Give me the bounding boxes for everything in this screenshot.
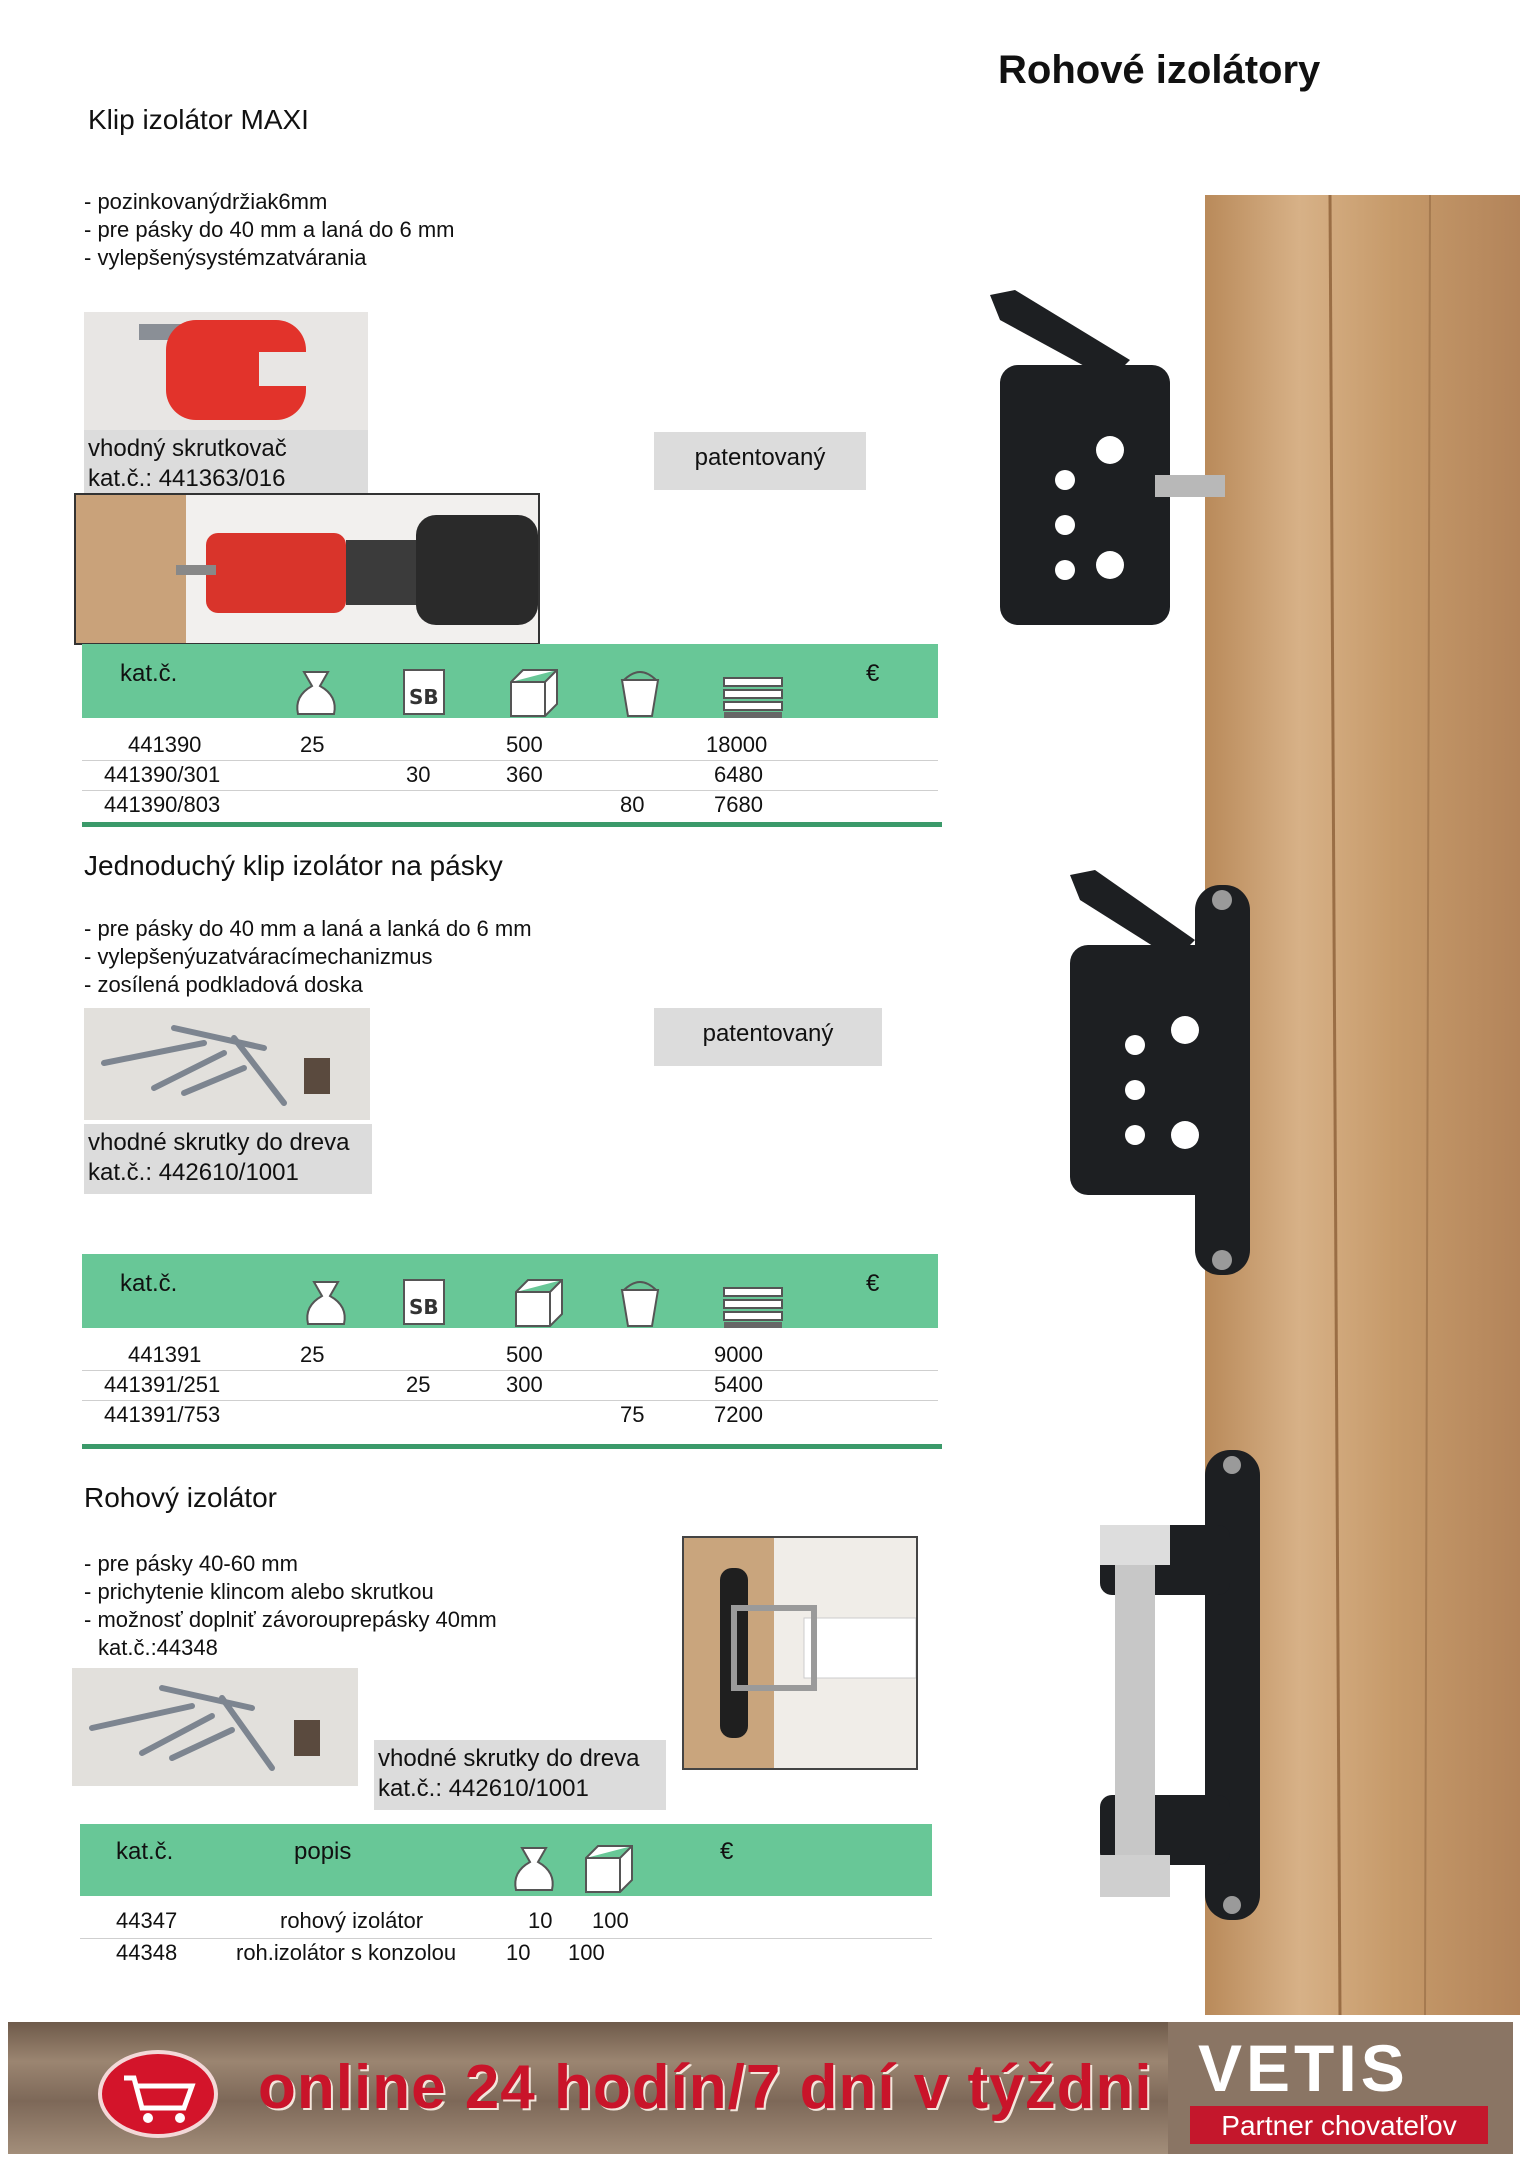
catalog-number: 44348 bbox=[116, 1940, 178, 1965]
price-column-header: € bbox=[866, 660, 880, 687]
screws-catalog-number: kat.č.: 442610/1001 bbox=[88, 1159, 299, 1186]
online-shop-banner[interactable] bbox=[8, 2022, 1168, 2154]
bag-icon bbox=[290, 666, 342, 718]
patent-badge: patentovaný bbox=[654, 1008, 882, 1066]
shopping-cart-icon bbox=[98, 2050, 218, 2138]
qty-bag: 25 bbox=[300, 732, 325, 757]
qty-pallet: 6480 bbox=[714, 762, 763, 787]
qty-pallet: 7680 bbox=[714, 792, 763, 817]
feature-list bbox=[84, 915, 532, 999]
price-column-header: € bbox=[720, 1838, 734, 1865]
screws-info-box bbox=[84, 1124, 372, 1194]
qty-pallet: 5400 bbox=[714, 1372, 763, 1397]
brand-tagline: Partner chovateľov bbox=[1221, 2110, 1457, 2141]
product-table bbox=[82, 730, 938, 820]
qty-sb: 25 bbox=[406, 1372, 431, 1397]
table-row bbox=[82, 1340, 938, 1368]
catalog-column-header: kat.č. bbox=[120, 660, 178, 687]
screws-info-box bbox=[374, 1740, 666, 1810]
red-clip-photo bbox=[84, 312, 368, 430]
table-row bbox=[82, 762, 938, 790]
table-header bbox=[82, 644, 938, 718]
product-table bbox=[80, 1906, 932, 1970]
box-icon bbox=[512, 1276, 566, 1328]
catalog-column-header: kat.č. bbox=[120, 1270, 178, 1297]
table-row bbox=[82, 1372, 938, 1400]
qty-pallet: 7200 bbox=[714, 1402, 763, 1427]
product-description: roh.izolátor s konzolou bbox=[236, 1940, 457, 1965]
table-header bbox=[80, 1824, 932, 1896]
product-description: rohový izolátor bbox=[280, 1908, 424, 1933]
feature-list bbox=[84, 188, 455, 272]
screws-catalog-number: kat.č.: 442610/1001 bbox=[378, 1775, 589, 1802]
qty-pallet: 9000 bbox=[714, 1342, 763, 1367]
section-title-corner-insulator: Rohový izolátor bbox=[84, 1482, 277, 1513]
table-row bbox=[82, 792, 938, 820]
catalog-number: 441391/251 bbox=[104, 1372, 221, 1397]
product-table bbox=[82, 1340, 938, 1430]
bag-icon bbox=[508, 1842, 560, 1894]
vetis-logo[interactable] bbox=[1168, 2022, 1513, 2154]
drill-photo bbox=[74, 493, 540, 645]
screws-info-label: vhodné skrutky do dreva bbox=[378, 1745, 640, 1772]
table-row bbox=[80, 1940, 932, 1968]
qty-bag: 10 bbox=[528, 1908, 553, 1933]
feature-item: - vylepšenýsystémzatvárania bbox=[84, 245, 367, 270]
table-row bbox=[82, 730, 938, 758]
catalog-number: 441391/753 bbox=[104, 1402, 221, 1427]
table-row bbox=[82, 1402, 938, 1430]
qty-box: 500 bbox=[506, 1342, 543, 1367]
pallet-icon bbox=[722, 676, 784, 720]
corner-insulator-photo bbox=[682, 1536, 918, 1770]
feature-item: kat.č.:44348 bbox=[98, 1635, 218, 1660]
price-column-header: € bbox=[866, 1270, 880, 1297]
feature-item: - pre pásky 40-60 mm bbox=[84, 1551, 298, 1576]
section-title-simple-clip: Jednoduchý klip izolátor na pásky bbox=[84, 850, 503, 881]
qty-bag: 25 bbox=[300, 1342, 325, 1367]
screws-photo bbox=[84, 1008, 370, 1120]
screws-info-label: vhodné skrutky do dreva bbox=[88, 1129, 350, 1156]
qty-box: 100 bbox=[568, 1940, 605, 1965]
page-title: Rohové izolátory bbox=[998, 48, 1321, 92]
brand-tagline-bar bbox=[1190, 2106, 1488, 2144]
sb-package-icon bbox=[400, 666, 448, 718]
qty-box: 360 bbox=[506, 762, 543, 787]
bucket-icon bbox=[616, 1276, 664, 1328]
sb-package-icon bbox=[400, 1276, 448, 1328]
box-icon bbox=[582, 1842, 636, 1894]
section-title-klip-maxi: Klip izolátor MAXI bbox=[88, 104, 309, 135]
svg-text:SB: SB bbox=[409, 1295, 439, 1319]
brand-name: VETIS bbox=[1198, 2031, 1409, 2105]
qty-bucket: 80 bbox=[620, 792, 645, 817]
bag-icon bbox=[300, 1276, 352, 1328]
tool-info-label: vhodný skrutkovač bbox=[88, 435, 287, 462]
bucket-icon bbox=[616, 666, 664, 718]
feature-list bbox=[84, 1550, 497, 1662]
screws-photo bbox=[72, 1668, 358, 1786]
qty-box: 300 bbox=[506, 1372, 543, 1397]
feature-item: - prichytenie klincom alebo skrutkou bbox=[84, 1579, 434, 1604]
tool-info-box bbox=[84, 430, 368, 500]
catalog-number: 441390 bbox=[128, 732, 202, 757]
patent-badge: patentovaný bbox=[654, 432, 866, 490]
feature-item: - zosílená podkladová doska bbox=[84, 972, 363, 997]
qty-bucket: 75 bbox=[620, 1402, 645, 1427]
feature-item: - možnosť doplniť závorouprepásky 40mm bbox=[84, 1607, 497, 1632]
catalog-column-header: kat.č. bbox=[116, 1838, 174, 1865]
table-header bbox=[82, 1254, 938, 1328]
catalog-number: 44347 bbox=[116, 1908, 178, 1933]
tool-catalog-number: kat.č.: 441363/016 bbox=[88, 465, 286, 492]
table-bottom-rule bbox=[82, 822, 942, 827]
catalog-number: 441390/803 bbox=[104, 792, 221, 817]
qty-bag: 10 bbox=[506, 1940, 531, 1965]
table-row bbox=[80, 1906, 932, 1934]
catalog-number: 441391 bbox=[128, 1342, 202, 1367]
catalog-number: 441390/301 bbox=[104, 762, 221, 787]
box-icon bbox=[507, 666, 561, 718]
svg-text:SB: SB bbox=[409, 685, 439, 709]
qty-box: 100 bbox=[592, 1908, 629, 1933]
description-column-header: popis bbox=[294, 1838, 352, 1865]
qty-pallet: 18000 bbox=[706, 732, 768, 757]
feature-item: - pre pásky do 40 mm a laná a lanká do 6 mm bbox=[84, 916, 532, 941]
qty-sb: 30 bbox=[406, 762, 431, 787]
table-bottom-rule bbox=[82, 1444, 942, 1449]
feature-item: - pozinkovanýdržiak6mm bbox=[84, 189, 328, 214]
pallet-icon bbox=[722, 1286, 784, 1330]
feature-item: - pre pásky do 40 mm a laná do 6 mm bbox=[84, 217, 455, 242]
feature-item: - vylepšenýuzatváracímechanizmus bbox=[84, 944, 433, 969]
qty-box: 500 bbox=[506, 732, 543, 757]
wooden-post-photo bbox=[960, 195, 1520, 2015]
banner-slogan: online 24 hodín/7 dní v týždni bbox=[258, 2053, 1153, 2122]
